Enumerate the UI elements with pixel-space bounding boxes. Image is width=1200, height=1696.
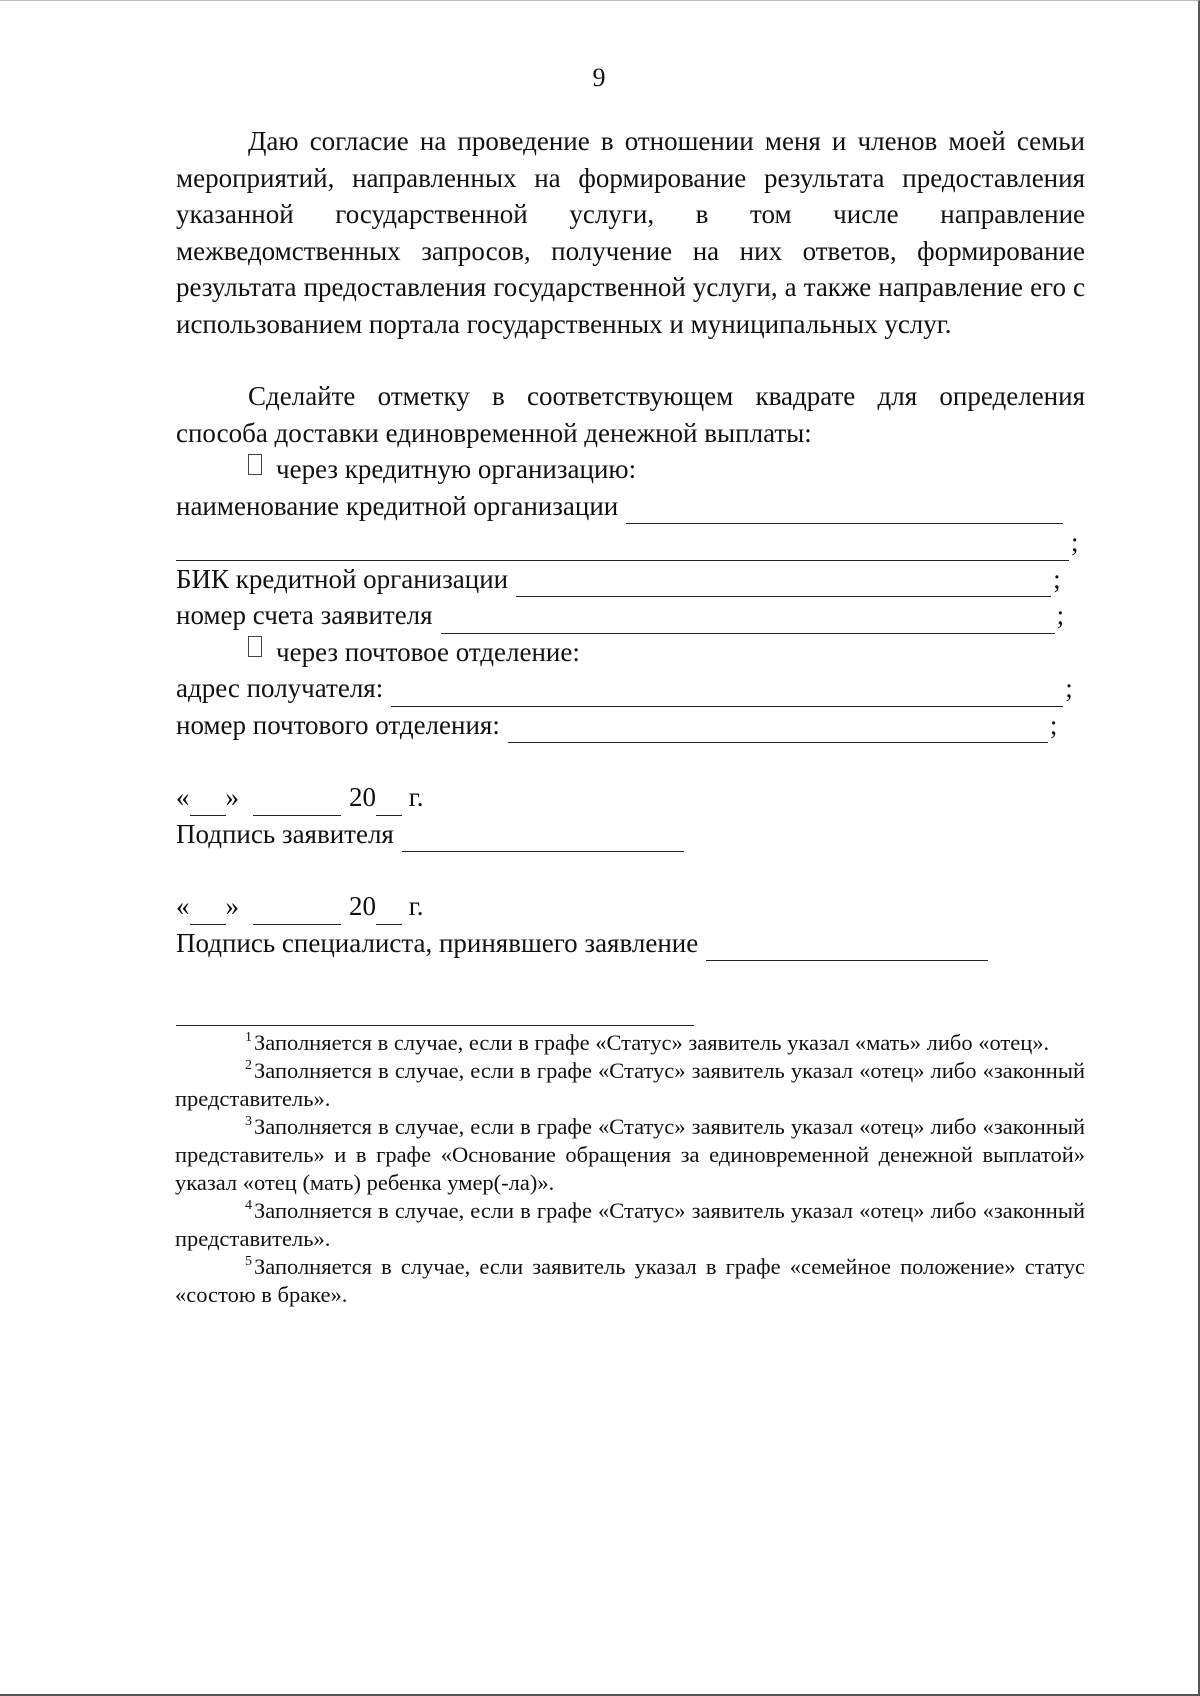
bank-option-checkbox[interactable] — [248, 454, 262, 475]
specialist-date-close-quote: » — [225, 891, 239, 921]
bank-name-label: наименование кредитной организации — [176, 490, 619, 521]
account-field — [176, 597, 1085, 634]
post-office-semicolon: ; — [1049, 709, 1058, 740]
bank-name-field — [176, 488, 1085, 525]
applicant-date-year-prefix: 20 — [349, 782, 376, 812]
specialist-date-open-quote: « — [176, 891, 190, 921]
footnote-5-mark: 5 — [245, 1254, 252, 1269]
applicant-signature-field — [176, 816, 1085, 853]
specialist-date-year-prefix: 20 — [349, 891, 376, 921]
applicant-date-row — [176, 779, 1085, 816]
applicant-date-open-quote: « — [176, 782, 190, 812]
applicant-date-year-blank[interactable] — [376, 789, 402, 816]
applicant-signature-line[interactable] — [402, 825, 684, 852]
option-bank — [176, 451, 1085, 488]
footnote-2 — [175, 1057, 1085, 1113]
applicant-date-close-quote: » — [225, 782, 239, 812]
post-office-label: номер почтового отделения: — [176, 709, 500, 740]
applicant-date-year-suffix: г. — [402, 782, 424, 812]
footnote-4-mark: 4 — [245, 1198, 252, 1213]
specialist-date-day-blank[interactable] — [190, 898, 226, 925]
post-option-checkbox[interactable] — [248, 636, 262, 657]
consent-paragraph: Даю согласие на проведение в отношении меня и членов моей семьи мероприятий, направленных на формирование результата предоставления указанной государственной услуги, в том числе направление межведомственных запросов, получение на них ответов, формирование результата предоставления государственной услуги, а также направление его с использованием портала государственных и муниципальных услуг. — [176, 126, 1085, 339]
footnote-3-mark: 3 — [245, 1114, 252, 1129]
option-post — [176, 634, 1085, 671]
specialist-date-year-blank[interactable] — [376, 898, 402, 925]
footnote-2-text: Заполняется в случае, если в графе «Статус» заявитель указал «отец» либо «законный представитель». — [175, 1058, 1085, 1111]
page-number: 9 — [592, 63, 606, 92]
applicant-date-day-blank[interactable] — [190, 789, 226, 816]
account-label: номер счета заявителя — [176, 600, 433, 630]
post-office-line[interactable] — [508, 716, 1048, 743]
specialist-date-month-blank[interactable] — [253, 898, 341, 925]
recipient-address-line[interactable] — [391, 680, 1063, 707]
bik-semicolon: ; — [1053, 563, 1061, 594]
footnotes — [175, 1029, 1085, 1309]
specialist-signature-line[interactable] — [706, 934, 988, 961]
recipient-address-semicolon: ; — [1065, 673, 1073, 703]
recipient-address-field — [176, 670, 1085, 707]
bank-name-continuation-line[interactable] — [176, 534, 1069, 561]
footnote-2-mark: 2 — [245, 1058, 252, 1073]
bik-line[interactable] — [516, 570, 1051, 597]
account-line[interactable] — [441, 607, 1055, 634]
bank-name-semicolon: ; — [1071, 527, 1079, 557]
footnote-1-text: Заполняется в случае, если в графе «Статус» заявитель указал «мать» либо «отец». — [254, 1030, 1050, 1055]
delivery-instruction-paragraph: Сделайте отметку в соответствующем квадрате для определения способа доставки единовременной денежной выплаты: — [176, 381, 1085, 448]
specialist-signature-label: Подпись специалиста, принявшего заявление — [176, 927, 699, 958]
footnote-5-text: Заполняется в случае, если заявитель указал в графе «семейное положение» статус «состою в браке». — [175, 1254, 1085, 1307]
option-post-label: через почтовое отделение: — [276, 636, 580, 667]
post-office-field — [176, 707, 1085, 744]
footnote-3-text: Заполняется в случае, если в графе «Статус» заявитель указал «отец» либо «законный представитель» и в графе «Основание обращения за единовременной денежной выплатой» указал «отец (мать) ребенка умер(-ла)». — [175, 1114, 1085, 1195]
footnote-4 — [175, 1197, 1085, 1253]
specialist-date-row — [176, 888, 1085, 925]
footnote-1 — [175, 1029, 1085, 1057]
footnote-5 — [175, 1253, 1085, 1309]
footnote-4-text: Заполняется в случае, если в графе «Статус» заявитель указал «отец» либо «законный представитель». — [175, 1198, 1085, 1251]
option-bank-label: через кредитную организацию: — [276, 454, 637, 484]
footnote-1-mark: 1 — [245, 1030, 252, 1045]
bik-label: БИК кредитной организации — [176, 563, 509, 594]
account-semicolon: ; — [1056, 600, 1065, 630]
specialist-date-year-suffix: г. — [402, 891, 424, 921]
recipient-address-label: адрес получателя: — [176, 673, 384, 703]
applicant-signature-label: Подпись заявителя — [176, 818, 394, 849]
bik-field — [176, 561, 1085, 598]
bank-name-line[interactable] — [626, 497, 1063, 524]
footnote-3 — [175, 1113, 1085, 1197]
form-body — [176, 123, 1085, 961]
bank-name-continuation-field — [176, 524, 1085, 561]
footnote-separator — [176, 1025, 694, 1026]
applicant-date-month-blank[interactable] — [253, 789, 341, 816]
specialist-signature-field — [176, 925, 1085, 962]
